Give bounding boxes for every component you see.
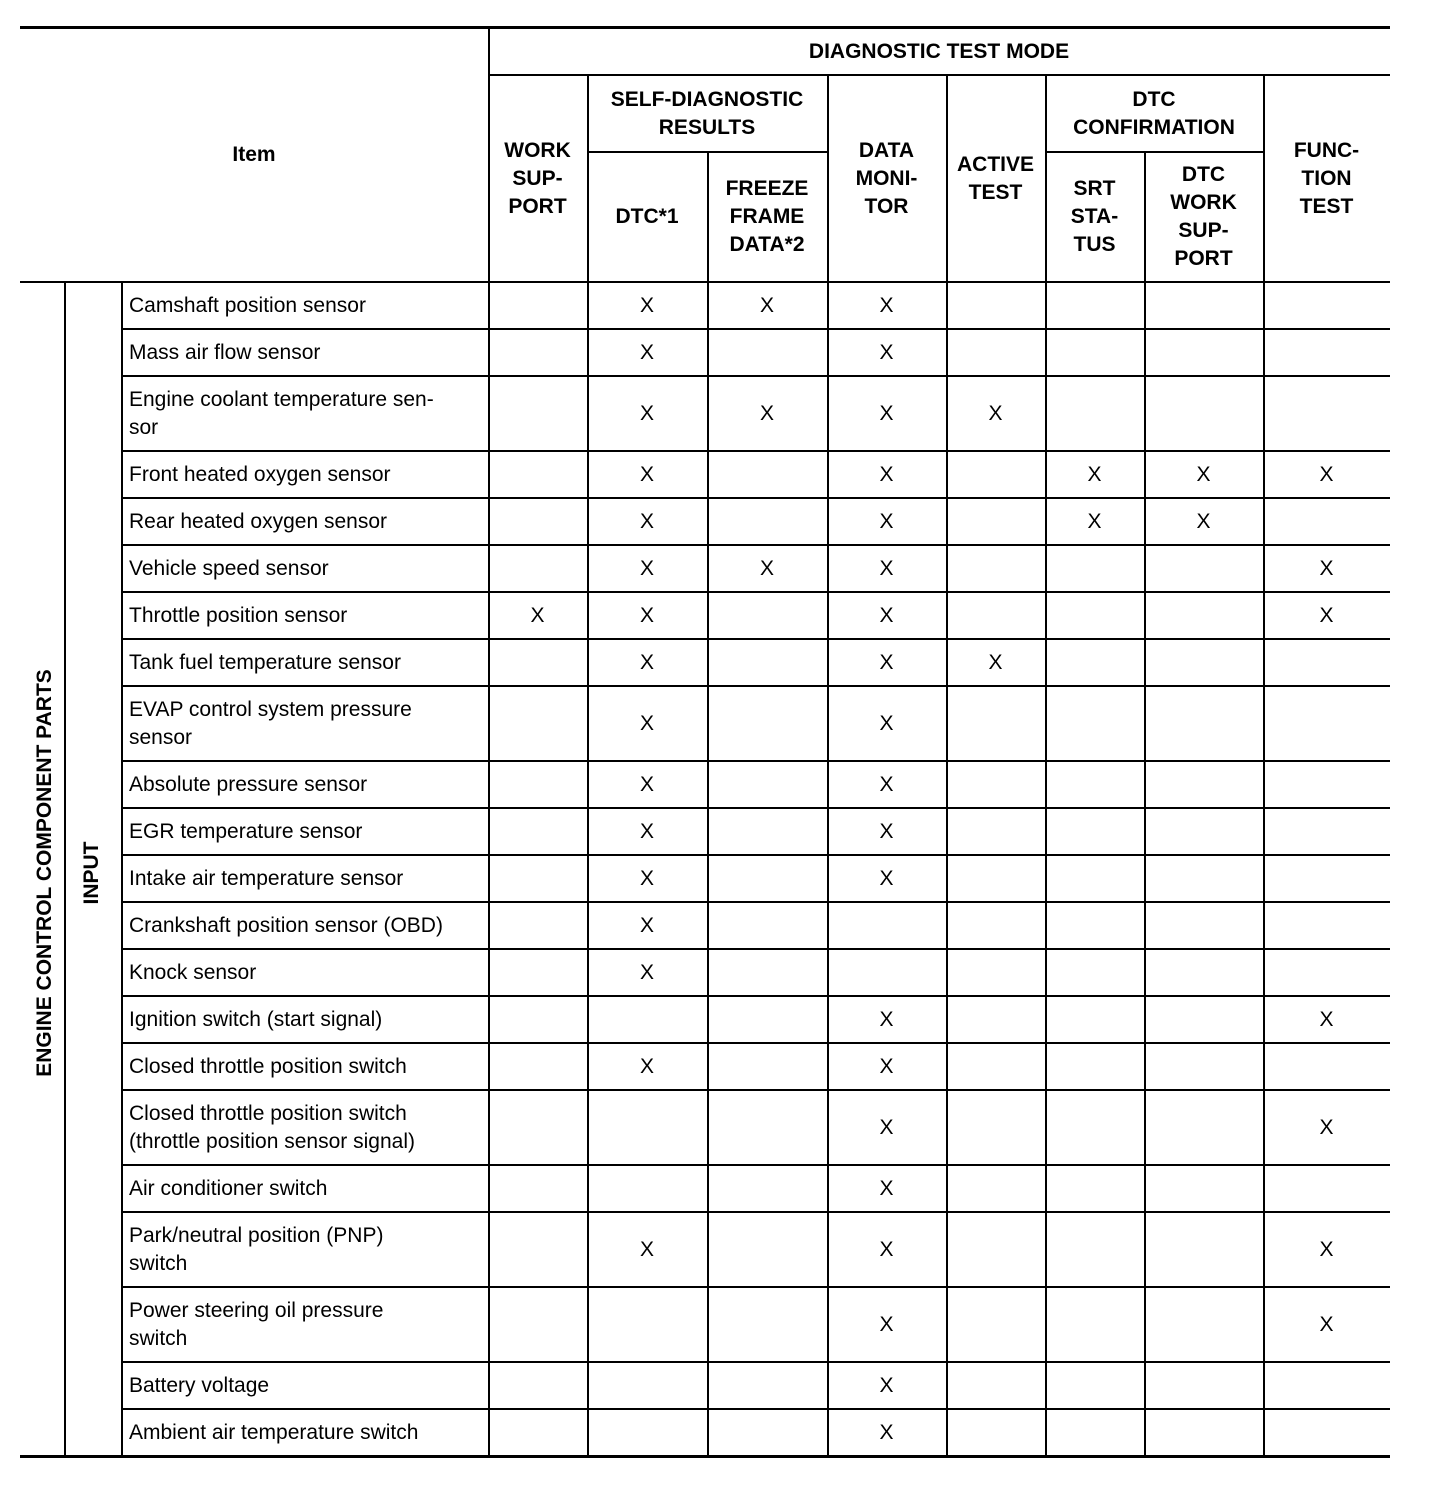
row-item-label: Ambient air temperature switch <box>129 1420 419 1444</box>
mark-function-test: X <box>1319 603 1334 627</box>
row-item-label: Power steering oil pressure switch <box>129 1298 384 1350</box>
column-line <box>707 282 709 1456</box>
header-rule <box>1045 151 1263 153</box>
mark-dtc: X <box>639 340 654 364</box>
mark-data-monitor: X <box>879 772 894 796</box>
row-item-label: Camshaft position sensor <box>129 293 366 317</box>
mark-data-monitor: X <box>879 866 894 890</box>
table-top-rule <box>20 26 1390 29</box>
row-item-label: Intake air temperature sensor <box>129 866 404 890</box>
mark-dtc: X <box>639 1054 654 1078</box>
mark-data-monitor: X <box>879 1420 894 1444</box>
mark-dtc: X <box>639 556 654 580</box>
header-self-diagnostic-results: SELF-DIAGNOSTIC RESULTS <box>610 87 804 139</box>
row-item-label: Front heated oxygen sensor <box>129 462 391 486</box>
subgroup-label: INPUT <box>80 841 103 905</box>
header-function-test: FUNC- TION TEST <box>1293 138 1360 218</box>
header-srt-status: SRT STA- TUS <box>1070 177 1119 256</box>
mark-freeze-frame-data: X <box>759 293 774 317</box>
header-active-test: ACTIVE TEST <box>956 152 1034 204</box>
mark-data-monitor: X <box>879 1176 894 1200</box>
row-item-label: Engine coolant temperature sen- sor <box>129 387 434 439</box>
mark-data-monitor: X <box>879 1312 894 1336</box>
mark-dtc: X <box>639 401 654 425</box>
row-item-label: Vehicle speed sensor <box>129 556 329 580</box>
row-item-label: Rear heated oxygen sensor <box>129 509 387 533</box>
mark-dtc: X <box>639 650 654 674</box>
group-label: ENGINE CONTROL COMPONENT PARTS <box>33 669 56 1077</box>
mark-dtc: X <box>639 293 654 317</box>
mark-function-test: X <box>1319 1007 1334 1031</box>
mark-dtc: X <box>639 772 654 796</box>
header-dtc: DTC*1 <box>615 205 679 228</box>
column-line <box>1144 152 1146 282</box>
mark-data-monitor: X <box>879 819 894 843</box>
mark-function-test: X <box>1319 1237 1334 1261</box>
column-line <box>707 152 709 282</box>
column-line <box>946 75 948 282</box>
header-dtc-work-support: DTC WORK SUP- PORT <box>1170 163 1237 270</box>
mark-data-monitor: X <box>879 556 894 580</box>
mark-dtc: X <box>639 603 654 627</box>
mark-dtc: X <box>639 960 654 984</box>
mark-active-test: X <box>988 401 1003 425</box>
row-item-label: Absolute pressure sensor <box>129 772 368 796</box>
row-item-label: EVAP control system pressure sensor <box>129 697 412 749</box>
row-item-label: Knock sensor <box>129 960 257 984</box>
mark-srt-status: X <box>1087 509 1102 533</box>
row-item-label: Closed throttle position switch <box>129 1054 407 1078</box>
mark-data-monitor: X <box>879 462 894 486</box>
mark-data-monitor: X <box>879 711 894 735</box>
mark-data-monitor: X <box>879 1237 894 1261</box>
mark-active-test: X <box>988 650 1003 674</box>
mark-freeze-frame-data: X <box>759 401 774 425</box>
row-item-label: Throttle position sensor <box>129 603 348 627</box>
mark-data-monitor: X <box>879 1373 894 1397</box>
mark-data-monitor: X <box>879 1007 894 1031</box>
header-dtc-confirmation: DTC CONFIRMATION <box>1073 87 1235 139</box>
header-work-support: WORK SUP- PORT <box>504 138 571 218</box>
mark-function-test: X <box>1319 462 1334 486</box>
mark-function-test: X <box>1319 1115 1334 1139</box>
column-line <box>587 75 589 282</box>
column-line <box>827 75 829 282</box>
mark-data-monitor: X <box>879 293 894 317</box>
column-line <box>488 282 490 1456</box>
row-item-label: Tank fuel temperature sensor <box>129 650 401 674</box>
mark-freeze-frame-data: X <box>759 556 774 580</box>
row-item-label: EGR temperature sensor <box>129 819 363 843</box>
column-line <box>1045 75 1047 282</box>
mark-dtc-work-support: X <box>1196 462 1211 486</box>
group-divider <box>64 282 66 1456</box>
header-item: Item <box>232 143 276 166</box>
mark-data-monitor: X <box>879 401 894 425</box>
header-rule <box>488 74 1390 76</box>
row-item-label: Crankshaft position sensor (OBD) <box>129 913 443 937</box>
mark-dtc-work-support: X <box>1196 509 1211 533</box>
mark-srt-status: X <box>1087 462 1102 486</box>
column-line <box>488 26 490 282</box>
subgroup-divider <box>121 282 123 1456</box>
mark-function-test: X <box>1319 556 1334 580</box>
row-item-label: Mass air flow sensor <box>129 340 321 364</box>
row-item-label: Closed throttle position switch (throttle position sensor signal) <box>129 1101 415 1153</box>
mark-data-monitor: X <box>879 603 894 627</box>
mark-dtc: X <box>639 913 654 937</box>
mark-data-monitor: X <box>879 1115 894 1139</box>
mark-dtc: X <box>639 462 654 486</box>
mark-data-monitor: X <box>879 509 894 533</box>
mark-dtc: X <box>639 711 654 735</box>
row-item-label: Park/neutral position (PNP) switch <box>129 1223 384 1275</box>
header-diagnostic-test-mode: DIAGNOSTIC TEST MODE <box>808 39 1070 63</box>
row-item-label: Battery voltage <box>129 1373 270 1397</box>
mark-function-test: X <box>1319 1312 1334 1336</box>
row-item-label: Air conditioner switch <box>129 1176 328 1200</box>
row-item-label: Ignition switch (start signal) <box>129 1007 383 1031</box>
mark-dtc: X <box>639 819 654 843</box>
mark-data-monitor: X <box>879 340 894 364</box>
mark-data-monitor: X <box>879 1054 894 1078</box>
mark-data-monitor: X <box>879 650 894 674</box>
mark-dtc: X <box>639 866 654 890</box>
header-freeze-frame-data: FREEZE FRAME DATA*2 <box>725 177 809 256</box>
table-bottom-rule <box>20 1455 1390 1458</box>
mark-work-support: X <box>530 603 545 627</box>
header-data-monitor: DATA MONI- TOR <box>855 138 918 218</box>
column-line <box>1263 75 1265 282</box>
mark-dtc: X <box>639 509 654 533</box>
column-line <box>946 282 948 1456</box>
mark-dtc: X <box>639 1237 654 1261</box>
